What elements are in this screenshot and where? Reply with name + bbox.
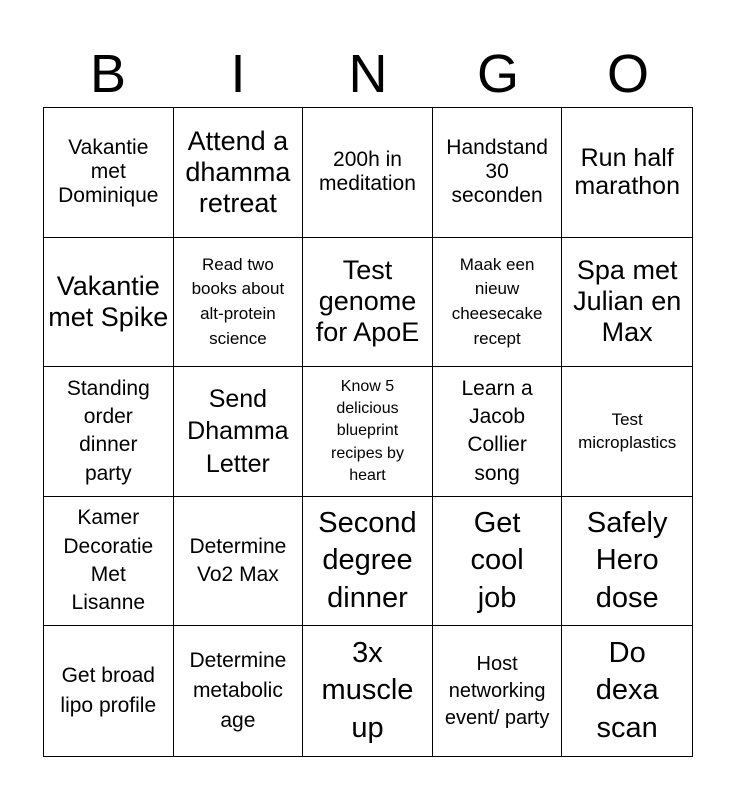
cell-text: Maak een nieuw cheesecake recept bbox=[451, 254, 543, 348]
cell-text: Standing order dinner party bbox=[66, 376, 150, 485]
bingo-cell[interactable] bbox=[174, 238, 304, 368]
cell-text: Attend a dhamma retreat bbox=[185, 125, 291, 218]
cell-text: Know 5 delicious blueprint recipes by heart bbox=[331, 377, 404, 485]
bingo-cell[interactable] bbox=[562, 626, 692, 756]
bingo-cell[interactable] bbox=[44, 108, 174, 238]
bingo-cell[interactable] bbox=[303, 238, 433, 368]
cell-text: Vakantie met Spike bbox=[48, 270, 169, 332]
cell-text: Get cool job bbox=[470, 506, 524, 614]
header-letter-o: O bbox=[606, 44, 649, 104]
bingo-cell[interactable] bbox=[433, 238, 563, 368]
header-letter-b: B bbox=[89, 44, 127, 104]
header-letter-i: I bbox=[230, 44, 246, 104]
cell-text: Do dexa scan bbox=[595, 636, 659, 745]
bingo-cell[interactable] bbox=[44, 497, 174, 627]
cell-text: Determine Vo2 Max bbox=[189, 534, 287, 587]
cell-text: Vakantie met Dominique bbox=[58, 136, 159, 208]
header-letter-g: G bbox=[476, 44, 519, 104]
cell-text: Handstand 30 seconden bbox=[446, 136, 548, 208]
cell-text: Send Dhamma Letter bbox=[187, 384, 289, 478]
bingo-cell[interactable] bbox=[433, 108, 563, 238]
bingo-cell[interactable] bbox=[44, 238, 174, 368]
cell-text: Determine metabolic age bbox=[189, 648, 287, 733]
cell-text: Host networking event/ party bbox=[444, 652, 550, 729]
cell-text: Learn a Jacob Collier song bbox=[461, 376, 533, 485]
bingo-cell[interactable] bbox=[174, 108, 304, 238]
cell-text: Test microplastics bbox=[578, 409, 677, 453]
bingo-cell[interactable] bbox=[562, 238, 692, 368]
bingo-cell[interactable] bbox=[433, 626, 563, 756]
bingo-cell[interactable] bbox=[562, 108, 692, 238]
bingo-grid bbox=[43, 107, 693, 757]
cell-text: Kamer Decoratie Met Lisanne bbox=[63, 506, 154, 615]
bingo-cell[interactable] bbox=[174, 626, 304, 756]
bingo-cell[interactable] bbox=[562, 367, 692, 497]
cell-text: Test genome for ApoE bbox=[315, 255, 420, 348]
bingo-cell[interactable] bbox=[44, 367, 174, 497]
bingo-cell[interactable] bbox=[433, 497, 563, 627]
cell-text: 3x muscle up bbox=[321, 636, 414, 745]
bingo-cell[interactable] bbox=[433, 367, 563, 497]
header-letter-n: N bbox=[348, 44, 388, 104]
bingo-cell[interactable] bbox=[303, 497, 433, 627]
bingo-cell[interactable] bbox=[303, 108, 433, 238]
cell-text: Spa met Julian en Max bbox=[573, 255, 682, 348]
cell-text: Second degree dinner bbox=[318, 506, 417, 614]
cell-text: Run half marathon bbox=[574, 143, 680, 201]
bingo-cell[interactable] bbox=[174, 367, 304, 497]
cell-text: Safely Hero dose bbox=[586, 506, 668, 614]
bingo-cell[interactable] bbox=[303, 367, 433, 497]
bingo-header bbox=[43, 40, 693, 108]
cell-text: Get broad lipo profile bbox=[60, 663, 157, 718]
cell-text: Read two books about alt-protein science bbox=[191, 254, 285, 348]
bingo-cell[interactable] bbox=[44, 626, 174, 756]
bingo-cell[interactable] bbox=[303, 626, 433, 756]
bingo-cell[interactable] bbox=[562, 497, 692, 627]
bingo-cell[interactable] bbox=[174, 497, 304, 627]
cell-text: 200h in meditation bbox=[319, 148, 416, 196]
